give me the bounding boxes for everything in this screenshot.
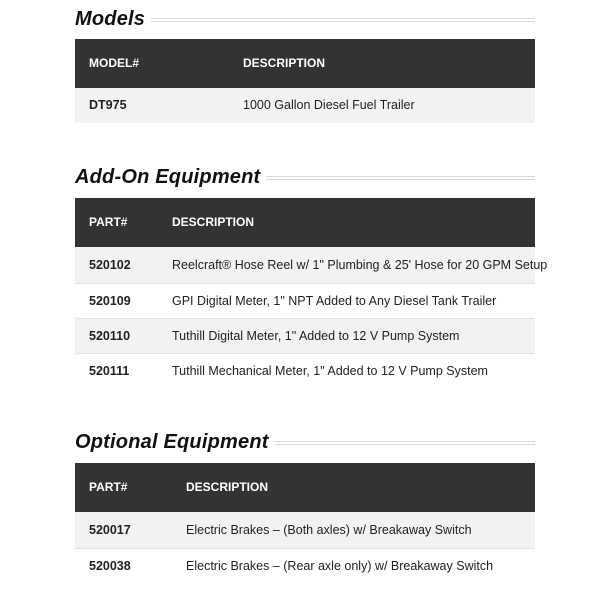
models-heading: Models xyxy=(75,7,146,30)
part-description: GPI Digital Meter, 1" NPT Added to Any Diesel Tank Trailer xyxy=(172,294,497,308)
add-on-heading: Add-On Equipment xyxy=(75,165,261,188)
part-description: Reelcraft® Hose Reel w/ 1" Plumbing & 25' Hose for 20 GPM Setup xyxy=(172,258,548,272)
add-on-table-header xyxy=(75,198,535,247)
optional-heading-row xyxy=(75,427,535,457)
heading-divider xyxy=(275,441,535,445)
col-description-header: DESCRIPTION xyxy=(172,215,255,229)
part-description: Tuthill Digital Meter, 1" Added to 12 V Pump System xyxy=(172,329,460,343)
col-model-header: MODEL# xyxy=(89,56,140,70)
table-row xyxy=(75,88,535,123)
model-number: DT975 xyxy=(89,98,127,112)
add-on-heading-row xyxy=(75,162,535,192)
table-row xyxy=(75,549,535,584)
models-table-header xyxy=(75,39,535,88)
part-number: 520038 xyxy=(89,559,131,573)
part-description: Electric Brakes – (Both axles) w/ Breakaway Switch xyxy=(186,523,472,537)
part-number: 520111 xyxy=(89,364,130,378)
optional-table-header xyxy=(75,463,535,512)
col-description-header: DESCRIPTION xyxy=(186,480,269,494)
optional-heading: Optional Equipment xyxy=(75,430,269,453)
heading-divider xyxy=(266,176,535,180)
part-number: 520102 xyxy=(89,258,131,272)
table-row xyxy=(75,284,535,319)
table-row xyxy=(75,319,535,354)
model-description: 1000 Gallon Diesel Fuel Trailer xyxy=(243,98,415,112)
table-row xyxy=(75,354,535,389)
part-number: 520017 xyxy=(89,523,131,537)
part-description: Tuthill Mechanical Meter, 1" Added to 12 V Pump System xyxy=(172,364,488,378)
part-description: Electric Brakes – (Rear axle only) w/ Breakaway Switch xyxy=(186,559,494,573)
col-description-header: DESCRIPTION xyxy=(243,56,326,70)
table-row xyxy=(75,247,548,284)
models-heading-row xyxy=(75,4,535,34)
heading-divider xyxy=(151,18,535,22)
col-part-header: PART# xyxy=(89,215,128,229)
table-row xyxy=(75,512,535,549)
part-number: 520110 xyxy=(89,329,131,343)
col-part-header: PART# xyxy=(89,480,128,494)
part-number: 520109 xyxy=(89,294,131,308)
